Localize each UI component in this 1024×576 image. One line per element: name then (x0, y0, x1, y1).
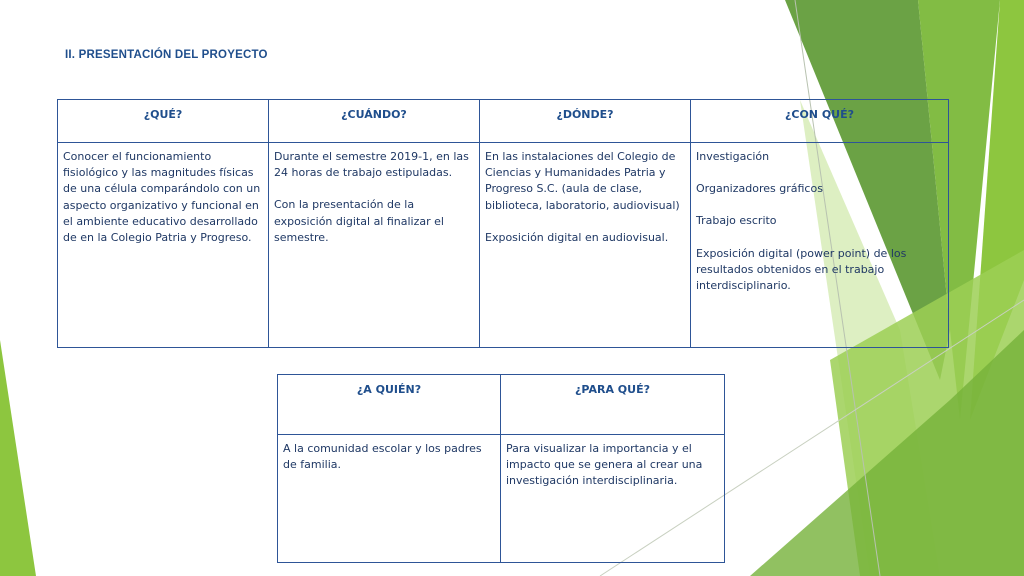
con-que-item-2: Organizadores gráficos (696, 182, 823, 196)
con-que-item-3: Trabajo escrito (696, 214, 777, 228)
cuando-text-1: Durante el semestre 2019-1, en las 24 horas de trabajo estipuladas. (274, 150, 469, 180)
header-cuando: ¿CUÁNDO? (269, 100, 480, 143)
donde-text-1: En las instalaciones del Colegio de Ciencias y Humanidades Patria y Progreso S.C. (aula de clase, biblioteca, laboratorio, audiovisual) (485, 150, 680, 212)
header-donde: ¿DÓNDE? (480, 100, 691, 143)
project-main-table (57, 99, 949, 348)
table-row (58, 143, 949, 348)
a-quien-text: A la comunidad escolar y los padres de familia. (283, 442, 482, 472)
table-row (278, 435, 725, 563)
header-a-quien: ¿A QUIÉN? (278, 375, 501, 435)
header-para-que: ¿PARA QUÉ? (501, 375, 725, 435)
con-que-item-4: Exposición digital (power point) de los resultados obtenidos en el trabajo interdisciplinario. (696, 246, 907, 293)
para-que-text: Para visualizar la importancia y el impacto que se genera al crear una investigación interdisciplinaria. (506, 442, 703, 488)
con-que-item-1: Investigación (696, 150, 770, 163)
cell-a-quien (278, 435, 501, 563)
donde-text-2: Exposición digital en audiovisual. (485, 230, 669, 244)
que-text: Conocer el funcionamiento fisiológico y las magnitudes físicas de una célula comparándolo con un aspecto organizativo y funcional en el ambiente educativo desarrollado de en la Colegio Patria y Progreso. (63, 150, 261, 245)
table-header-row (278, 375, 725, 435)
header-que: ¿QUÉ? (58, 100, 269, 143)
header-con-que: ¿CON QUÉ? (691, 100, 949, 143)
table-header-row (58, 100, 949, 143)
project-secondary-table (277, 374, 725, 563)
cell-cuando (269, 143, 480, 348)
cell-donde (480, 143, 691, 348)
cell-que (58, 143, 269, 348)
cuando-text-2: Con la presentación de la exposición digital al finalizar el semestre. (274, 198, 444, 244)
cell-con-que (691, 143, 949, 348)
left-green-sliver (0, 340, 36, 576)
cell-para-que (501, 435, 725, 563)
section-title: II. PRESENTACIÓN DEL PROYECTO (65, 49, 268, 61)
